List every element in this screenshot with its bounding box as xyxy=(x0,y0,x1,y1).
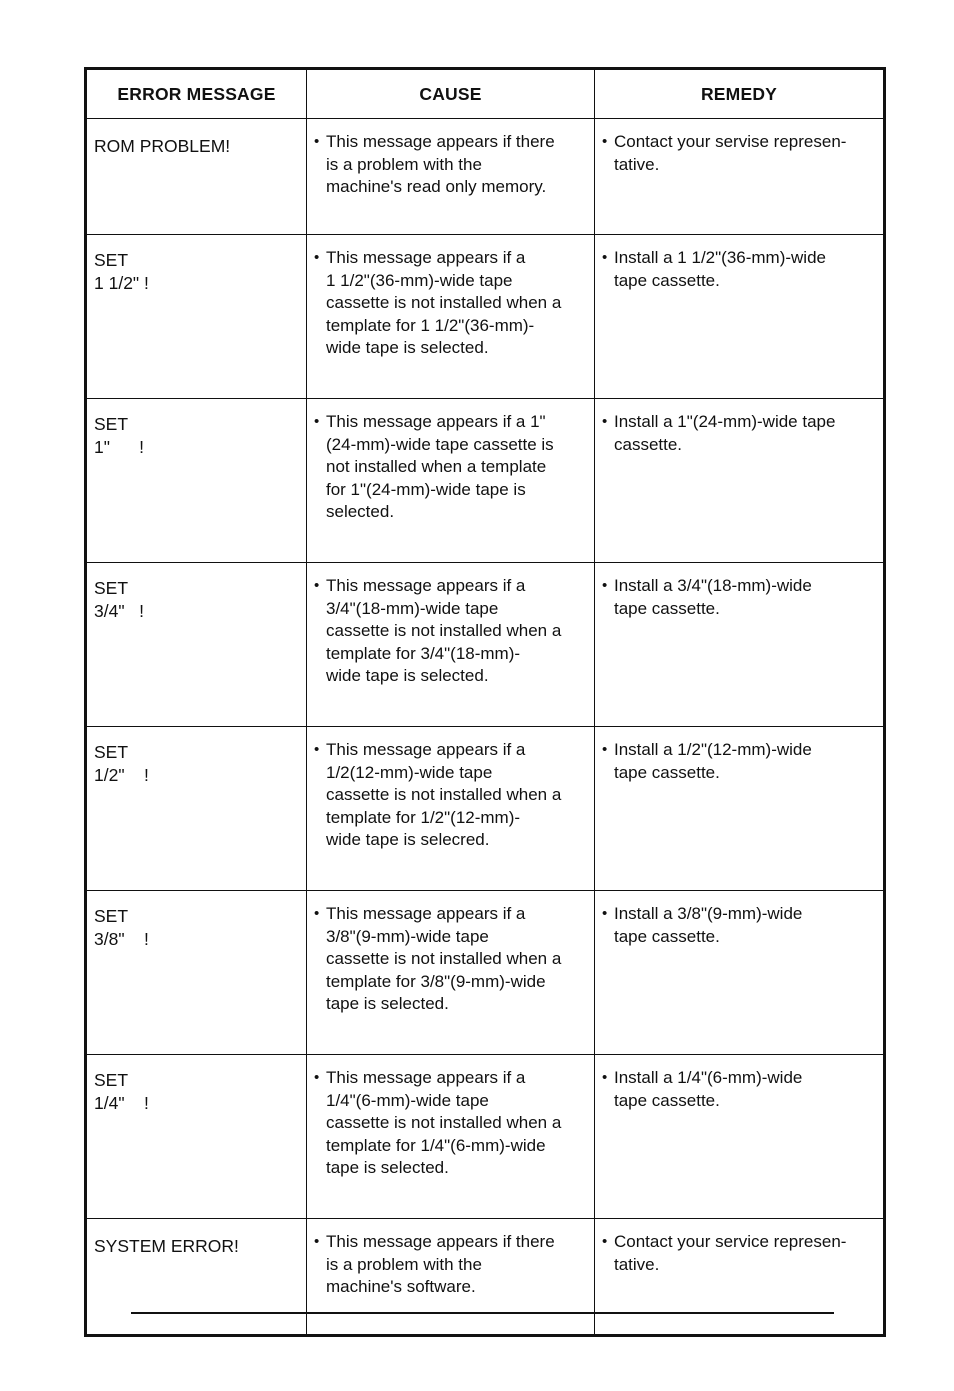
cause-cell xyxy=(307,891,595,1055)
cause-text: This message appears if a 1 1/2"(36-mm)-wide tape cassette is not installed when a template for 1 1/2"(36-mm)- wide tape is selected. xyxy=(326,248,562,357)
remedy-text: Install a 1 1/2"(36-mm)-wide tape cassette. xyxy=(614,248,826,290)
remedy-text: Install a 3/4"(18-mm)-wide tape cassette. xyxy=(614,576,812,618)
error-message-table xyxy=(84,67,886,1337)
error-message-cell: SET 3/4" ! xyxy=(86,563,307,727)
remedy-text: Install a 1"(24-mm)-wide tape cassette. xyxy=(614,412,836,454)
header-remedy: REMEDY xyxy=(595,69,885,119)
error-message-cell: SET 1/2" ! xyxy=(86,727,307,891)
cause-text: This message appears if there is a problem with the machine's software. xyxy=(326,1232,555,1296)
bullet-icon: • xyxy=(314,1069,320,1086)
remedy-cell xyxy=(595,1219,885,1336)
bullet-icon: • xyxy=(314,905,320,922)
remedy-text: Contact your service represen- tative. xyxy=(614,1232,847,1274)
error-message-cell: SET 1/4" ! xyxy=(86,1055,307,1219)
bullet-icon: • xyxy=(602,249,608,266)
cause-text: This message appears if a 1/2(12-mm)-wide tape cassette is not installed when a template for 1/2"(12-mm)- wide tape is selecred. xyxy=(326,740,562,849)
remedy-text: Install a 3/8"(9-mm)-wide tape cassette. xyxy=(614,904,803,946)
table-row xyxy=(86,1219,885,1336)
bullet-icon: • xyxy=(602,741,608,758)
cause-cell xyxy=(307,727,595,891)
cause-cell xyxy=(307,1219,595,1336)
table-row xyxy=(86,727,885,891)
error-message-cell: SET 1 1/2" ! xyxy=(86,235,307,399)
bullet-icon: • xyxy=(602,413,608,430)
table-row xyxy=(86,891,885,1055)
bullet-icon: • xyxy=(602,577,608,594)
cause-cell xyxy=(307,235,595,399)
bullet-icon: • xyxy=(314,741,320,758)
error-message-cell: SET 3/8" ! xyxy=(86,891,307,1055)
cause-text: This message appears if a 3/4"(18-mm)-wide tape cassette is not installed when a template for 3/4"(18-mm)- wide tape is selected. xyxy=(326,576,562,685)
error-message-cell: SYSTEM ERROR! xyxy=(86,1219,307,1336)
remedy-cell xyxy=(595,399,885,563)
bullet-icon: • xyxy=(314,413,320,430)
cause-text: This message appears if a 1" (24-mm)-wide tape cassette is not installed when a template for 1"(24-mm)-wide tape is selected. xyxy=(326,412,554,521)
bullet-icon: • xyxy=(602,905,608,922)
table-row xyxy=(86,235,885,399)
cause-cell xyxy=(307,563,595,727)
header-cause: CAUSE xyxy=(307,69,595,119)
remedy-cell xyxy=(595,891,885,1055)
cause-cell xyxy=(307,119,595,235)
table-header-row xyxy=(86,69,885,119)
table-row xyxy=(86,399,885,563)
bullet-icon: • xyxy=(602,1233,608,1250)
bullet-icon: • xyxy=(602,133,608,150)
cause-text: This message appears if a 3/8"(9-mm)-wide tape cassette is not installed when a template for 3/8"(9-mm)-wide tape is selected. xyxy=(326,904,562,1013)
remedy-cell xyxy=(595,727,885,891)
error-message-cell: ROM PROBLEM! xyxy=(86,119,307,235)
bullet-icon: • xyxy=(314,249,320,266)
cause-text: This message appears if there is a problem with the machine's read only memory. xyxy=(326,132,555,196)
bullet-icon: • xyxy=(314,577,320,594)
remedy-text: Contact your servise represen- tative. xyxy=(614,132,847,174)
table-row xyxy=(86,563,885,727)
remedy-cell xyxy=(595,563,885,727)
remedy-cell xyxy=(595,119,885,235)
table-row xyxy=(86,1055,885,1219)
header-error-message: ERROR MESSAGE xyxy=(86,69,307,119)
remedy-text: Install a 1/4"(6-mm)-wide tape cassette. xyxy=(614,1068,803,1110)
footer-divider xyxy=(131,1312,834,1314)
remedy-text: Install a 1/2"(12-mm)-wide tape cassette. xyxy=(614,740,812,782)
cause-text: This message appears if a 1/4"(6-mm)-wide tape cassette is not installed when a template for 1/4"(6-mm)-wide tape is selected. xyxy=(326,1068,562,1177)
bullet-icon: • xyxy=(314,1233,320,1250)
cause-cell xyxy=(307,1055,595,1219)
error-message-cell: SET 1" ! xyxy=(86,399,307,563)
bullet-icon: • xyxy=(602,1069,608,1086)
remedy-cell xyxy=(595,235,885,399)
remedy-cell xyxy=(595,1055,885,1219)
table-row xyxy=(86,119,885,235)
cause-cell xyxy=(307,399,595,563)
bullet-icon: • xyxy=(314,133,320,150)
